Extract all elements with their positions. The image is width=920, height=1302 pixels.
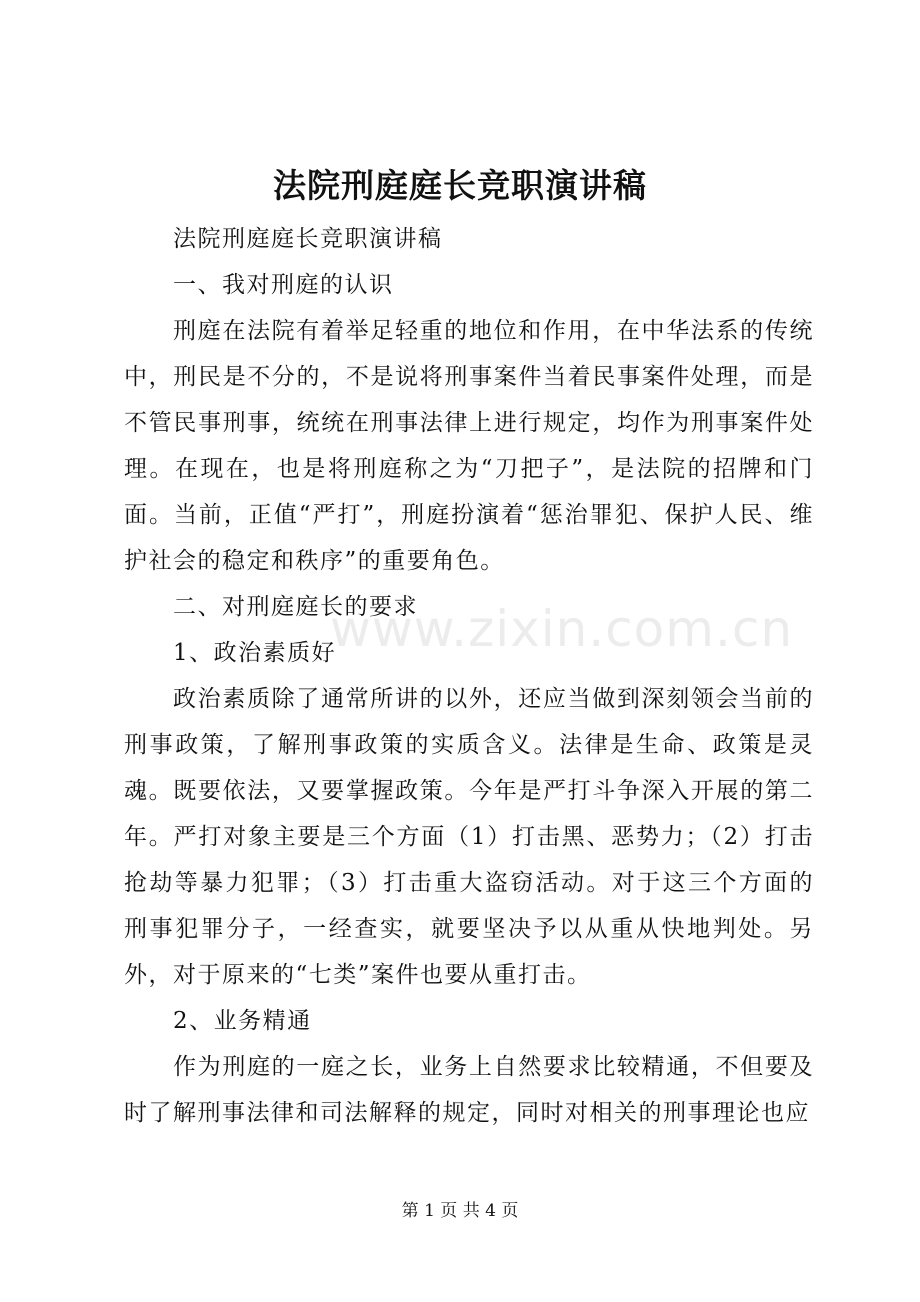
paragraph: 刑庭在法院有着举足轻重的地位和作用，在中华法系的传统中，刑民是不分的，不是说将刑事案件当着民事案件处理，而是不管民事刑事，统统在刑事法律上进行规定，均作为刑事案件处理。在现在，也是将刑庭称之为“刀把子”，是法院的招牌和门面。当前，正值“严打”，刑庭扮演着“惩治罪犯、保护人民、维护社会的稳定和秩序”的重要角色。 [124,318,814,574]
section-heading-1: 一、我对刑庭的认识 [173,272,394,298]
subheading-1: 1、政治素质好 [173,640,337,666]
section-heading-2: 二、对刑庭庭长的要求 [173,594,418,620]
paragraph-subtitle: 法院刑庭庭长竞职演讲稿 [173,226,443,252]
paragraph: 作为刑庭的一庭之长，业务上自然要求比较精通，不但要及时了解刑事法律和司法解释的规定，同时对相关的刑事理论也应 [124,1054,814,1126]
watermark: www.zixin.com.cn [330,600,794,658]
document-body [124,216,814,1136]
paragraph: 政治素质除了通常所讲的以外，还应当做到深刻领会当前的刑事政策，了解刑事政策的实质含义。法律是生命、政策是灵魂。既要依法，又要掌握政策。今年是严打斗争深入开展的第二年。严打对象主要是三个方面（1）打击黑、恶势力；（2）打击抢劫等暴力犯罪；（3）打击重大盗窃活动。对于这三个方面的刑事犯罪分子，一经查实，就要坚决予以从重从快地判处。另外，对于原来的“七类”案件也要从重打击。 [124,686,814,988]
page-footer: 第 1 页 共 4 页 [401,1201,519,1221]
document-title: 法院刑庭庭长竞职演讲稿 [273,166,647,205]
subheading-2: 2、业务精通 [173,1008,312,1034]
